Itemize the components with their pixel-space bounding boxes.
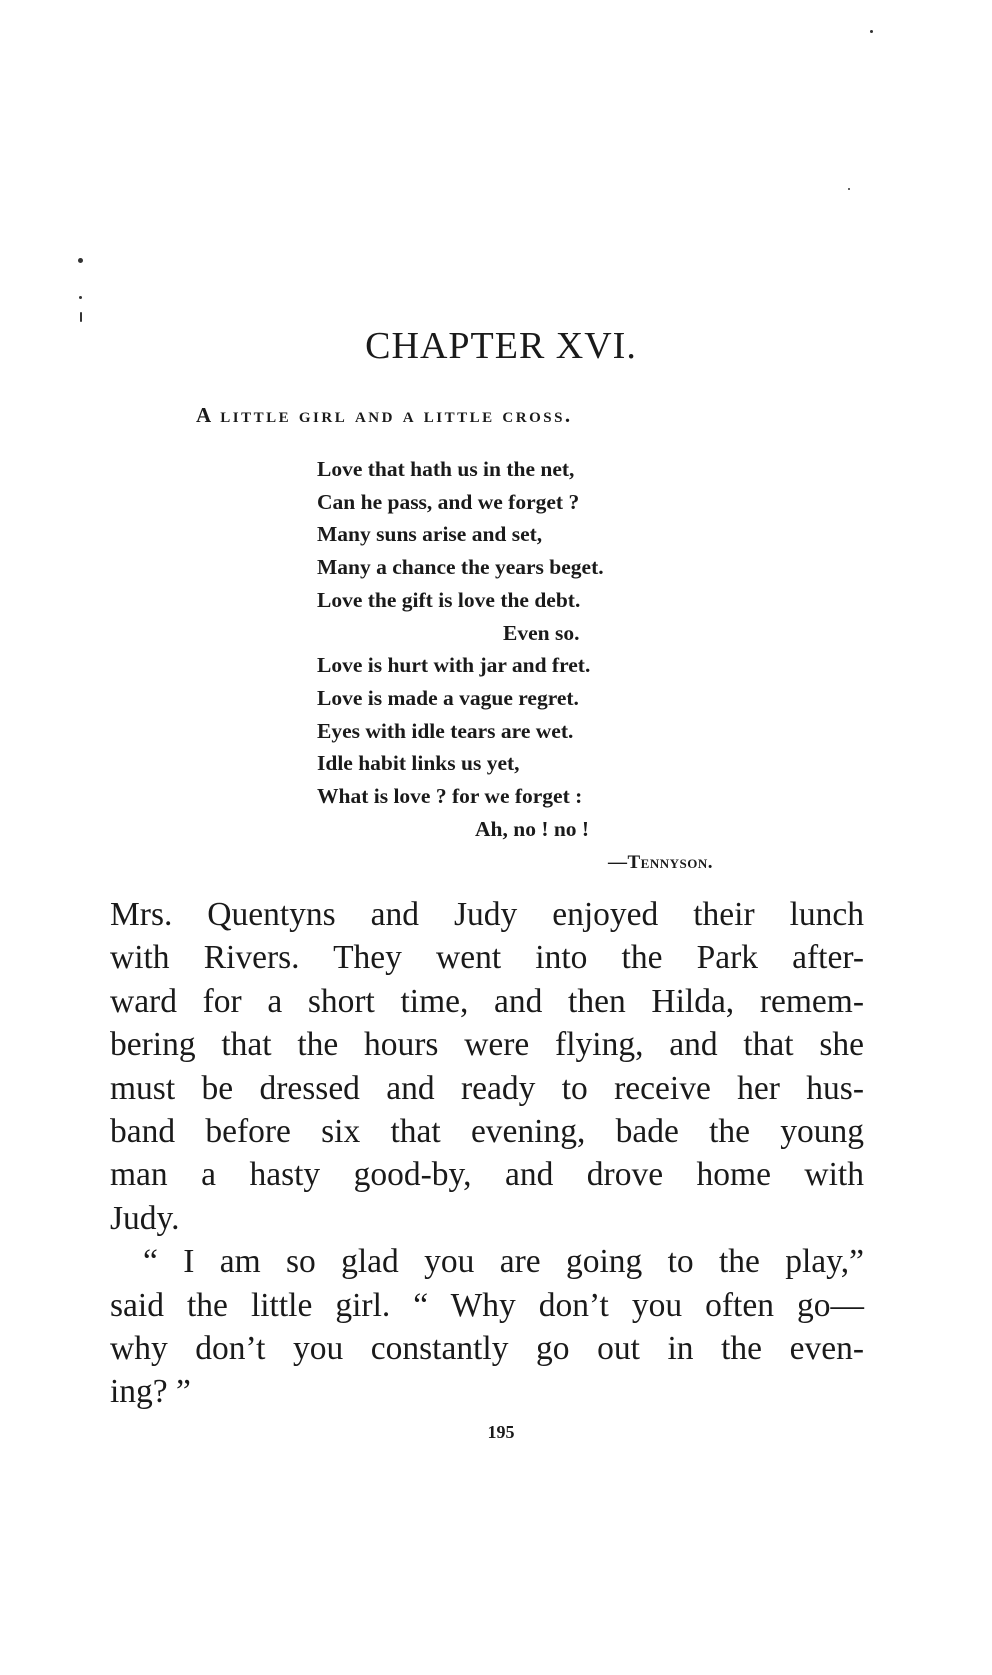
chapter-title: CHAPTER XVI. xyxy=(365,325,637,367)
body-line: bering that the hours were flying, and that she xyxy=(110,1026,864,1064)
body-line: with Rivers. They went into the Park after- xyxy=(110,939,864,977)
body-line: ward for a short time, and then Hilda, remem- xyxy=(110,982,864,1020)
chapter-subtitle: A little girl and a little cross. xyxy=(196,403,573,427)
poem-line: Love is hurt with jar and fret. xyxy=(317,653,591,678)
poem-line: Idle habit links us yet, xyxy=(317,751,520,776)
margin-speck xyxy=(78,258,83,263)
poem-line: Love the gift is love the debt. xyxy=(317,587,581,612)
poem-line: Love that hath us in the net, xyxy=(317,457,575,481)
body-line: why don’t you constantly go out in the even- xyxy=(110,1330,864,1368)
margin-speck xyxy=(848,188,850,190)
body-line: ing? ” xyxy=(110,1373,191,1411)
body-line: man a hasty good-by, and drove home with xyxy=(110,1156,864,1194)
margin-speck xyxy=(870,30,873,33)
poem-line: Love is made a vague regret. xyxy=(317,685,579,710)
poem-line: Ah, no ! no ! xyxy=(475,816,590,841)
poem-line: Even so. xyxy=(503,620,580,645)
margin-speck xyxy=(79,296,82,299)
epigraph-poem xyxy=(317,453,797,845)
body-line: Judy. xyxy=(110,1199,180,1237)
margin-speck xyxy=(80,312,82,322)
poem-line: Many suns arise and set, xyxy=(317,522,543,547)
poem-line: What is love ? for we forget : xyxy=(317,784,583,809)
body-line: band before six that evening, bade the young xyxy=(110,1113,864,1151)
body-line: must be dressed and ready to receive her hus- xyxy=(110,1069,864,1107)
body-text xyxy=(110,893,864,1414)
body-line: “ I am so glad you are going to the play,” xyxy=(143,1243,864,1281)
body-line: Mrs. Quentyns and Judy enjoyed their lunch xyxy=(110,896,864,933)
poem-line: Many a chance the years beget. xyxy=(317,555,604,580)
body-line: said the little girl. “ Why don’t you often go— xyxy=(110,1286,864,1324)
poem-attribution: —Tennyson. xyxy=(608,852,713,873)
page-number: 195 xyxy=(487,1422,515,1442)
poem-line: Can he pass, and we forget ? xyxy=(317,489,580,514)
poem-line: Eyes with idle tears are wet. xyxy=(317,718,574,743)
